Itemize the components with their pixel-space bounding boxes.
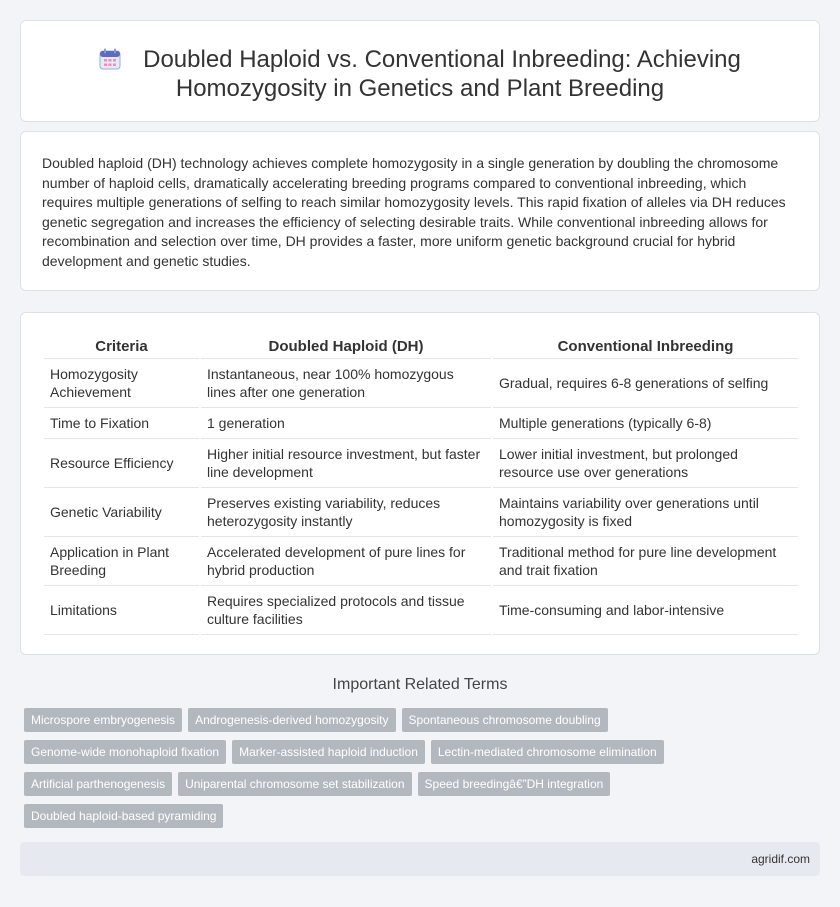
cell-criteria: Homozygosity Achievement — [44, 358, 199, 407]
related-terms-list — [24, 708, 804, 836]
tag-row — [24, 708, 804, 740]
related-term-tag[interactable]: Microspore embryogenesis — [24, 708, 182, 732]
footer-site[interactable]: agridif.com — [751, 852, 810, 866]
page-title — [21, 45, 819, 103]
cell-criteria: Resource Efficiency — [44, 438, 199, 487]
tag-row — [24, 740, 804, 772]
table-row — [44, 407, 798, 438]
cell-criteria: Application in Plant Breeding — [44, 536, 199, 585]
related-term-tag[interactable]: Artificial parthenogenesis — [24, 772, 172, 796]
cell-criteria: Genetic Variability — [44, 487, 199, 536]
related-term-tag[interactable]: Androgenesis-derived homozygosity — [188, 708, 395, 732]
cell-dh: 1 generation — [201, 407, 491, 438]
related-term-tag[interactable]: Doubled haploid-based pyramiding — [24, 804, 223, 828]
cell-conventional: Multiple generations (typically 6-8) — [493, 407, 798, 438]
cell-conventional: Maintains variability over generations until homozygosity is fixed — [493, 487, 798, 536]
title-wrap — [21, 45, 819, 103]
footer — [20, 842, 820, 876]
tag-row — [24, 772, 804, 804]
header-conventional-inbreeding: Conventional Inbreeding — [557, 338, 734, 355]
cell-criteria: Limitations — [44, 585, 199, 635]
cell-dh: Preserves existing variability, reduces heterozygosity instantly — [201, 487, 491, 536]
page-title-text: Doubled Haploid vs. Conventional Inbreeding: Achieving Homozygosity in Genetics and Plant Breeding — [143, 46, 741, 102]
tag-row — [24, 804, 804, 836]
cell-conventional: Time-consuming and labor-intensive — [493, 585, 798, 635]
cell-dh: Higher initial resource investment, but faster line development — [201, 438, 491, 487]
cell-dh: Instantaneous, near 100% homozygous lines after one generation — [201, 358, 491, 407]
comparison-table — [42, 335, 800, 635]
cell-criteria: Time to Fixation — [44, 407, 199, 438]
cell-dh: Accelerated development of pure lines for hybrid production — [201, 536, 491, 585]
related-term-tag[interactable]: Lectin-mediated chromosome elimination — [431, 740, 664, 764]
table-row — [44, 358, 798, 407]
related-term-tag[interactable]: Genome-wide monohaploid fixation — [24, 740, 226, 764]
related-term-tag[interactable]: Spontaneous chromosome doubling — [402, 708, 608, 732]
intro-card — [20, 131, 820, 291]
cell-conventional: Gradual, requires 6-8 generations of selfing — [493, 358, 798, 407]
cell-conventional: Traditional method for pure line development and trait fixation — [493, 536, 798, 585]
cell-conventional: Lower initial investment, but prolonged resource use over generations — [493, 438, 798, 487]
table-row — [44, 585, 798, 635]
header-doubled-haploid: Doubled Haploid (DH) — [268, 338, 424, 355]
calendar-icon — [99, 48, 121, 70]
related-terms-heading: Important Related Terms — [332, 676, 508, 693]
table-row — [44, 438, 798, 487]
intro-paragraph: Doubled haploid (DH) technology achieves complete homozygosity in a single generation by doubling the chromosome number of haploid cells, dramatically accelerating breeding programs compared to conventional inbreeding, which requires multiple generations of selfing to reach similar homozygosity levels. This rapid fixation of alleles via DH reduces genetic segregation and increases the efficiency of selecting desirable traits. While conventional inbreeding allows for recombination and selection over time, DH provides a faster, more uniform genetic background crucial for hybrid development and genetic studies. — [42, 155, 786, 269]
comparison-card — [20, 312, 820, 655]
cell-dh: Requires specialized protocols and tissue culture facilities — [201, 585, 491, 635]
title-card — [20, 20, 820, 122]
related-term-tag[interactable]: Uniparental chromosome set stabilization — [178, 772, 411, 796]
table-header-row — [44, 335, 798, 358]
table-row — [44, 536, 798, 585]
table-row — [44, 487, 798, 536]
related-term-tag[interactable]: Marker-assisted haploid induction — [232, 740, 425, 764]
header-criteria: Criteria — [95, 338, 148, 355]
related-term-tag[interactable]: Speed breedingâ€”DH integration — [418, 772, 611, 796]
